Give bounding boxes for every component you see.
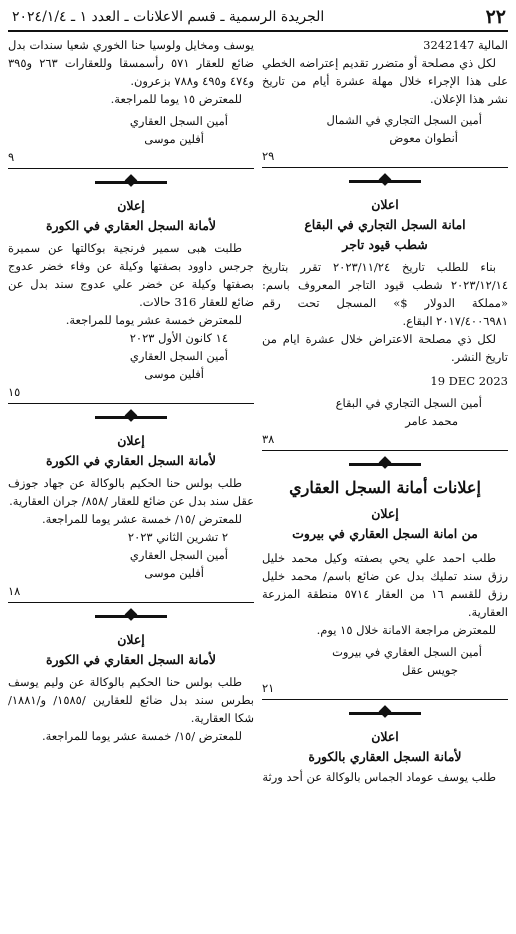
signature-title: أمين السجل العقاري <box>129 548 228 562</box>
top-code: 3242147 المالية <box>423 38 508 52</box>
signature-name: أفلين موسى <box>144 132 204 146</box>
paragraph: للمعترض /١٥/ خمسة عشر يوما للمراجعة. <box>41 512 242 526</box>
paragraph: يوسف ومخايل ولوسيا حنا الخوري شعيا سندات بدل ضائع للعقار ٥٧١ رأسمسقا وللعقارات ٢٦٣ و٣٩٥ و٤٧٤ و٤٩٥ و٧٨٨ بزعرون. <box>8 38 254 88</box>
notice-heading: إعلان <box>371 506 399 521</box>
ornament-divider <box>8 173 254 191</box>
signature-title: أمين السجل العقاري في بيروت <box>332 645 482 659</box>
page-header <box>8 6 508 32</box>
notice-authority: من امانة السجل العقاري في بيروت <box>292 526 478 541</box>
ornament-divider <box>262 704 508 722</box>
notice-date: ٢ تشرين الثاني ٢٠٢٣ <box>127 530 228 544</box>
signature-title: أمين السجل العقاري <box>129 349 228 363</box>
paragraph: طلب يوسف عوماد الجماس بالوكالة عن أحد ورثة <box>262 770 496 784</box>
notice-number: ١٥ <box>8 383 254 404</box>
paragraph: للمعترض ١٥ يوما للمراجعة. <box>110 92 242 106</box>
notice-heading: اعلان <box>371 729 399 744</box>
signature-title: أمين السجل التجاري في الشمال <box>326 113 482 127</box>
paragraph: بناء للطلب تاريخ ٢٠٢٣/١١/٢٤ تقرر بتاريخ ٢٠٢٣/١٢/١٤ شطب قيود التاجر المعروف باسم: «مملكة الدولار $» المسجل تحت رقم ٢٠١٧/٤٠٠٦٩٨١ البقاع. <box>262 260 508 328</box>
notice-date: 19 DEC 2023 <box>430 374 508 388</box>
notice-authority: لأمانة السجل العقاري في الكورة <box>45 652 217 667</box>
notice-heading: اعلان <box>371 197 399 212</box>
notice-authority: امانة السجل التجاري في البقاع <box>304 217 466 232</box>
paragraph: طلبت هبى سمير فرنجية بوكالتها عن سميرة جرجس داوود بصفتها وكيلة عن وفاء خضر عدوج بصفتها وكيلة عن خضر علي عدوج سند بدل عن ضائع للعقار 316 حالات. <box>8 241 254 309</box>
signature-name: أفلين موسى <box>144 367 204 381</box>
ornament-divider <box>8 408 254 426</box>
ornament-divider <box>262 172 508 190</box>
section-title: إعلانات أمانة السجل العقاري <box>289 478 481 497</box>
paragraph: للمعترض خمسة عشر يوما للمراجعة. <box>65 313 242 327</box>
notice-subject: شطب قيود تاجر <box>342 237 428 252</box>
paragraph: لكل ذي مصلحة الاعتراض خلال عشرة ايام من تاريخ النشر. <box>262 332 508 364</box>
paragraph: للمعترض /١٥/ خمسة عشر يوما للمراجعة. <box>41 729 242 743</box>
paragraph: طلب بولس حنا الحكيم بالوكالة عن جهاد جوزف عقل سند بدل عن ضائع للعقار /٨٥٨/ جران العقارية. <box>8 476 254 508</box>
signature-title: أمين السجل العقاري <box>129 114 228 128</box>
ornament-divider <box>262 455 508 473</box>
paragraph: للمعترض مراجعة الامانة خلال ١٥ يوم. <box>316 623 496 637</box>
signature-name: أفلين موسى <box>144 566 204 580</box>
notice-authority: لأمانة السجل العقاري في الكورة <box>45 453 217 468</box>
notice-number: ٢٩ <box>262 147 508 168</box>
notice-authority: لأمانة السجل العقاري بالكورة <box>308 749 462 764</box>
signature-name: أنطوان معوض <box>389 131 458 145</box>
paragraph: طلب بولس حنا الحكيم بالوكالة عن وليم يوسف بطرس سند بدل ضائع للعقارين /١٥٨٥/ و/١٨٨١/ شكا العقارية. <box>8 675 254 725</box>
notice-number: ٣٨ <box>262 430 508 451</box>
paragraph: طلب احمد علي يحي بصفته وكيل محمد خليل رزق سند تمليك بدل عن ضائع باسم/ محمد خليل رزق للقسم ١٦ من العقار ٥٧١٤ منطقة المزرعة العقارية. <box>262 551 508 619</box>
ornament-divider <box>8 607 254 625</box>
signature-name: جويس عقل <box>402 663 458 677</box>
notice-date: ١٤ كانون الأول ٢٠٢٣ <box>129 331 228 345</box>
notice-heading: إعلان <box>117 433 145 448</box>
signature-title: أمين السجل التجاري في البقاع <box>335 396 482 410</box>
page-number: ٢٢ <box>485 6 506 28</box>
notice-heading: إعلان <box>117 198 145 213</box>
header-title: الجريدة الرسمية ـ قسم الاعلانات ـ العدد ١ ـ ٢٠٢٤/١/٤ <box>12 9 325 25</box>
signature-name: محمد عامر <box>405 414 458 428</box>
notice-heading: إعلان <box>117 632 145 647</box>
paragraph: لكل ذي مصلحة أو متضرر تقديم إعتراضه الخطي على هذا الإجراء خلال مهلة عشرة أيام من تاريخ نشر هذا الإعلان. <box>262 56 508 106</box>
right-column <box>262 36 508 786</box>
notice-number: ٢١ <box>262 679 508 700</box>
left-column <box>8 36 254 745</box>
notice-authority: لأمانة السجل العقاري في الكورة <box>45 218 217 233</box>
notice-number: ٩ <box>8 148 254 169</box>
notice-number: ١٨ <box>8 582 254 603</box>
